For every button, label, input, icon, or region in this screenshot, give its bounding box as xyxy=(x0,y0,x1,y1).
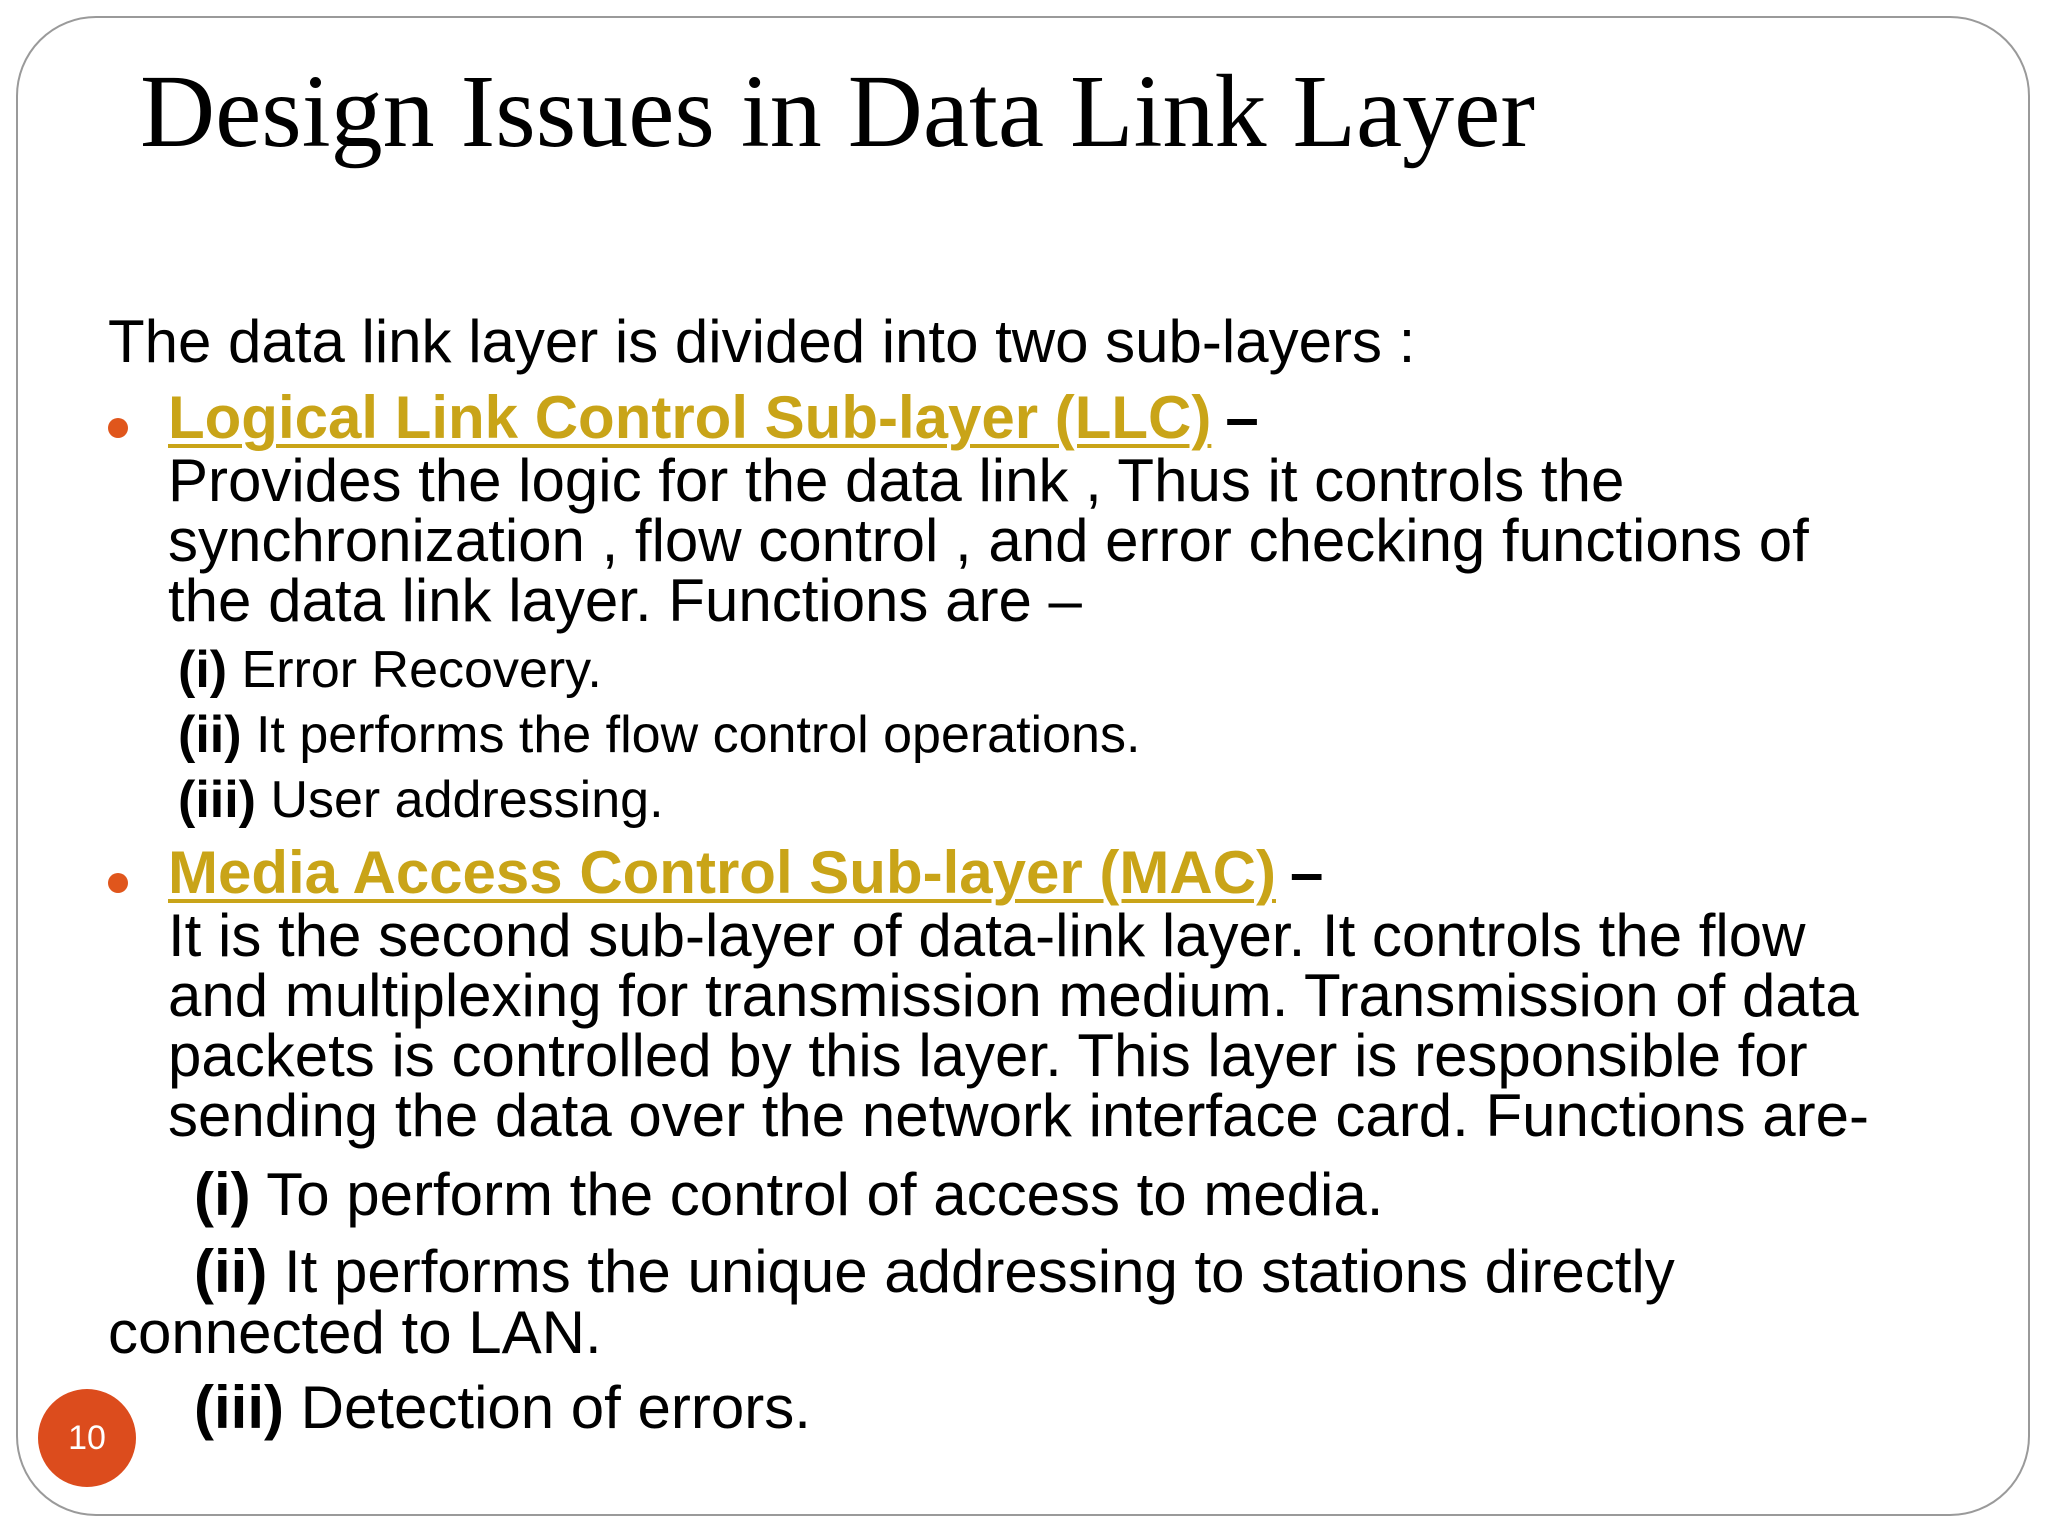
slide-title: Design Issues in Data Link Layer xyxy=(140,54,1535,169)
mac-description-line: packets is controlled by this layer. This layer is responsible for xyxy=(168,1022,1808,1089)
llc-function-item xyxy=(178,770,664,830)
bullet-heading-mac xyxy=(168,838,1323,908)
function-number: (i) xyxy=(178,641,228,699)
llc-description-line: synchronization , flow control , and error checking functions of xyxy=(168,507,1809,574)
mac-function-item xyxy=(194,1373,811,1443)
function-text: It performs the unique addressing to stations directly xyxy=(283,1238,1675,1305)
function-text: Error Recovery. xyxy=(241,641,602,699)
mac-description-line: and multiplexing for transmission medium. Transmission of data xyxy=(168,962,1859,1029)
llc-description-line: Provides the logic for the data link , Thus it controls the xyxy=(168,447,1625,514)
function-number: (ii) xyxy=(194,1238,268,1305)
llc-function-item xyxy=(178,640,602,700)
llc-function-item xyxy=(178,705,1140,765)
heading-dash: – xyxy=(1289,839,1324,906)
mac-description-line: It is the second sub-layer of data-link layer. It controls the flow xyxy=(168,902,1806,969)
function-number: (iii) xyxy=(178,771,256,829)
function-text: Detection of errors. xyxy=(300,1374,811,1441)
bullet-heading-llc xyxy=(168,383,1259,453)
mac-link[interactable]: Media Access Control Sub-layer (MAC) xyxy=(168,839,1276,906)
mac-function-item xyxy=(194,1160,1383,1230)
mac-description-line: sending the data over the network interface card. Functions are- xyxy=(168,1082,1869,1149)
mac-function-continuation: connected to LAN. xyxy=(108,1299,602,1366)
mac-function-item xyxy=(194,1237,1675,1307)
function-text: User addressing. xyxy=(270,771,664,829)
function-number: (i) xyxy=(194,1161,251,1228)
slide-number-badge: 10 xyxy=(38,1389,136,1487)
llc-link[interactable]: Logical Link Control Sub-layer (LLC) xyxy=(168,384,1212,451)
heading-dash: – xyxy=(1225,384,1259,451)
function-number: (ii) xyxy=(178,706,242,764)
llc-description-line: the data link layer. Functions are – xyxy=(168,567,1082,634)
intro-text: The data link layer is divided into two sub-layers : xyxy=(108,308,1416,375)
function-number: (iii) xyxy=(194,1374,284,1441)
function-text: To perform the control of access to media. xyxy=(266,1161,1384,1228)
function-text: It performs the flow control operations. xyxy=(255,706,1141,764)
bullet-dot-icon xyxy=(108,418,128,438)
bullet-dot-icon xyxy=(108,873,128,893)
